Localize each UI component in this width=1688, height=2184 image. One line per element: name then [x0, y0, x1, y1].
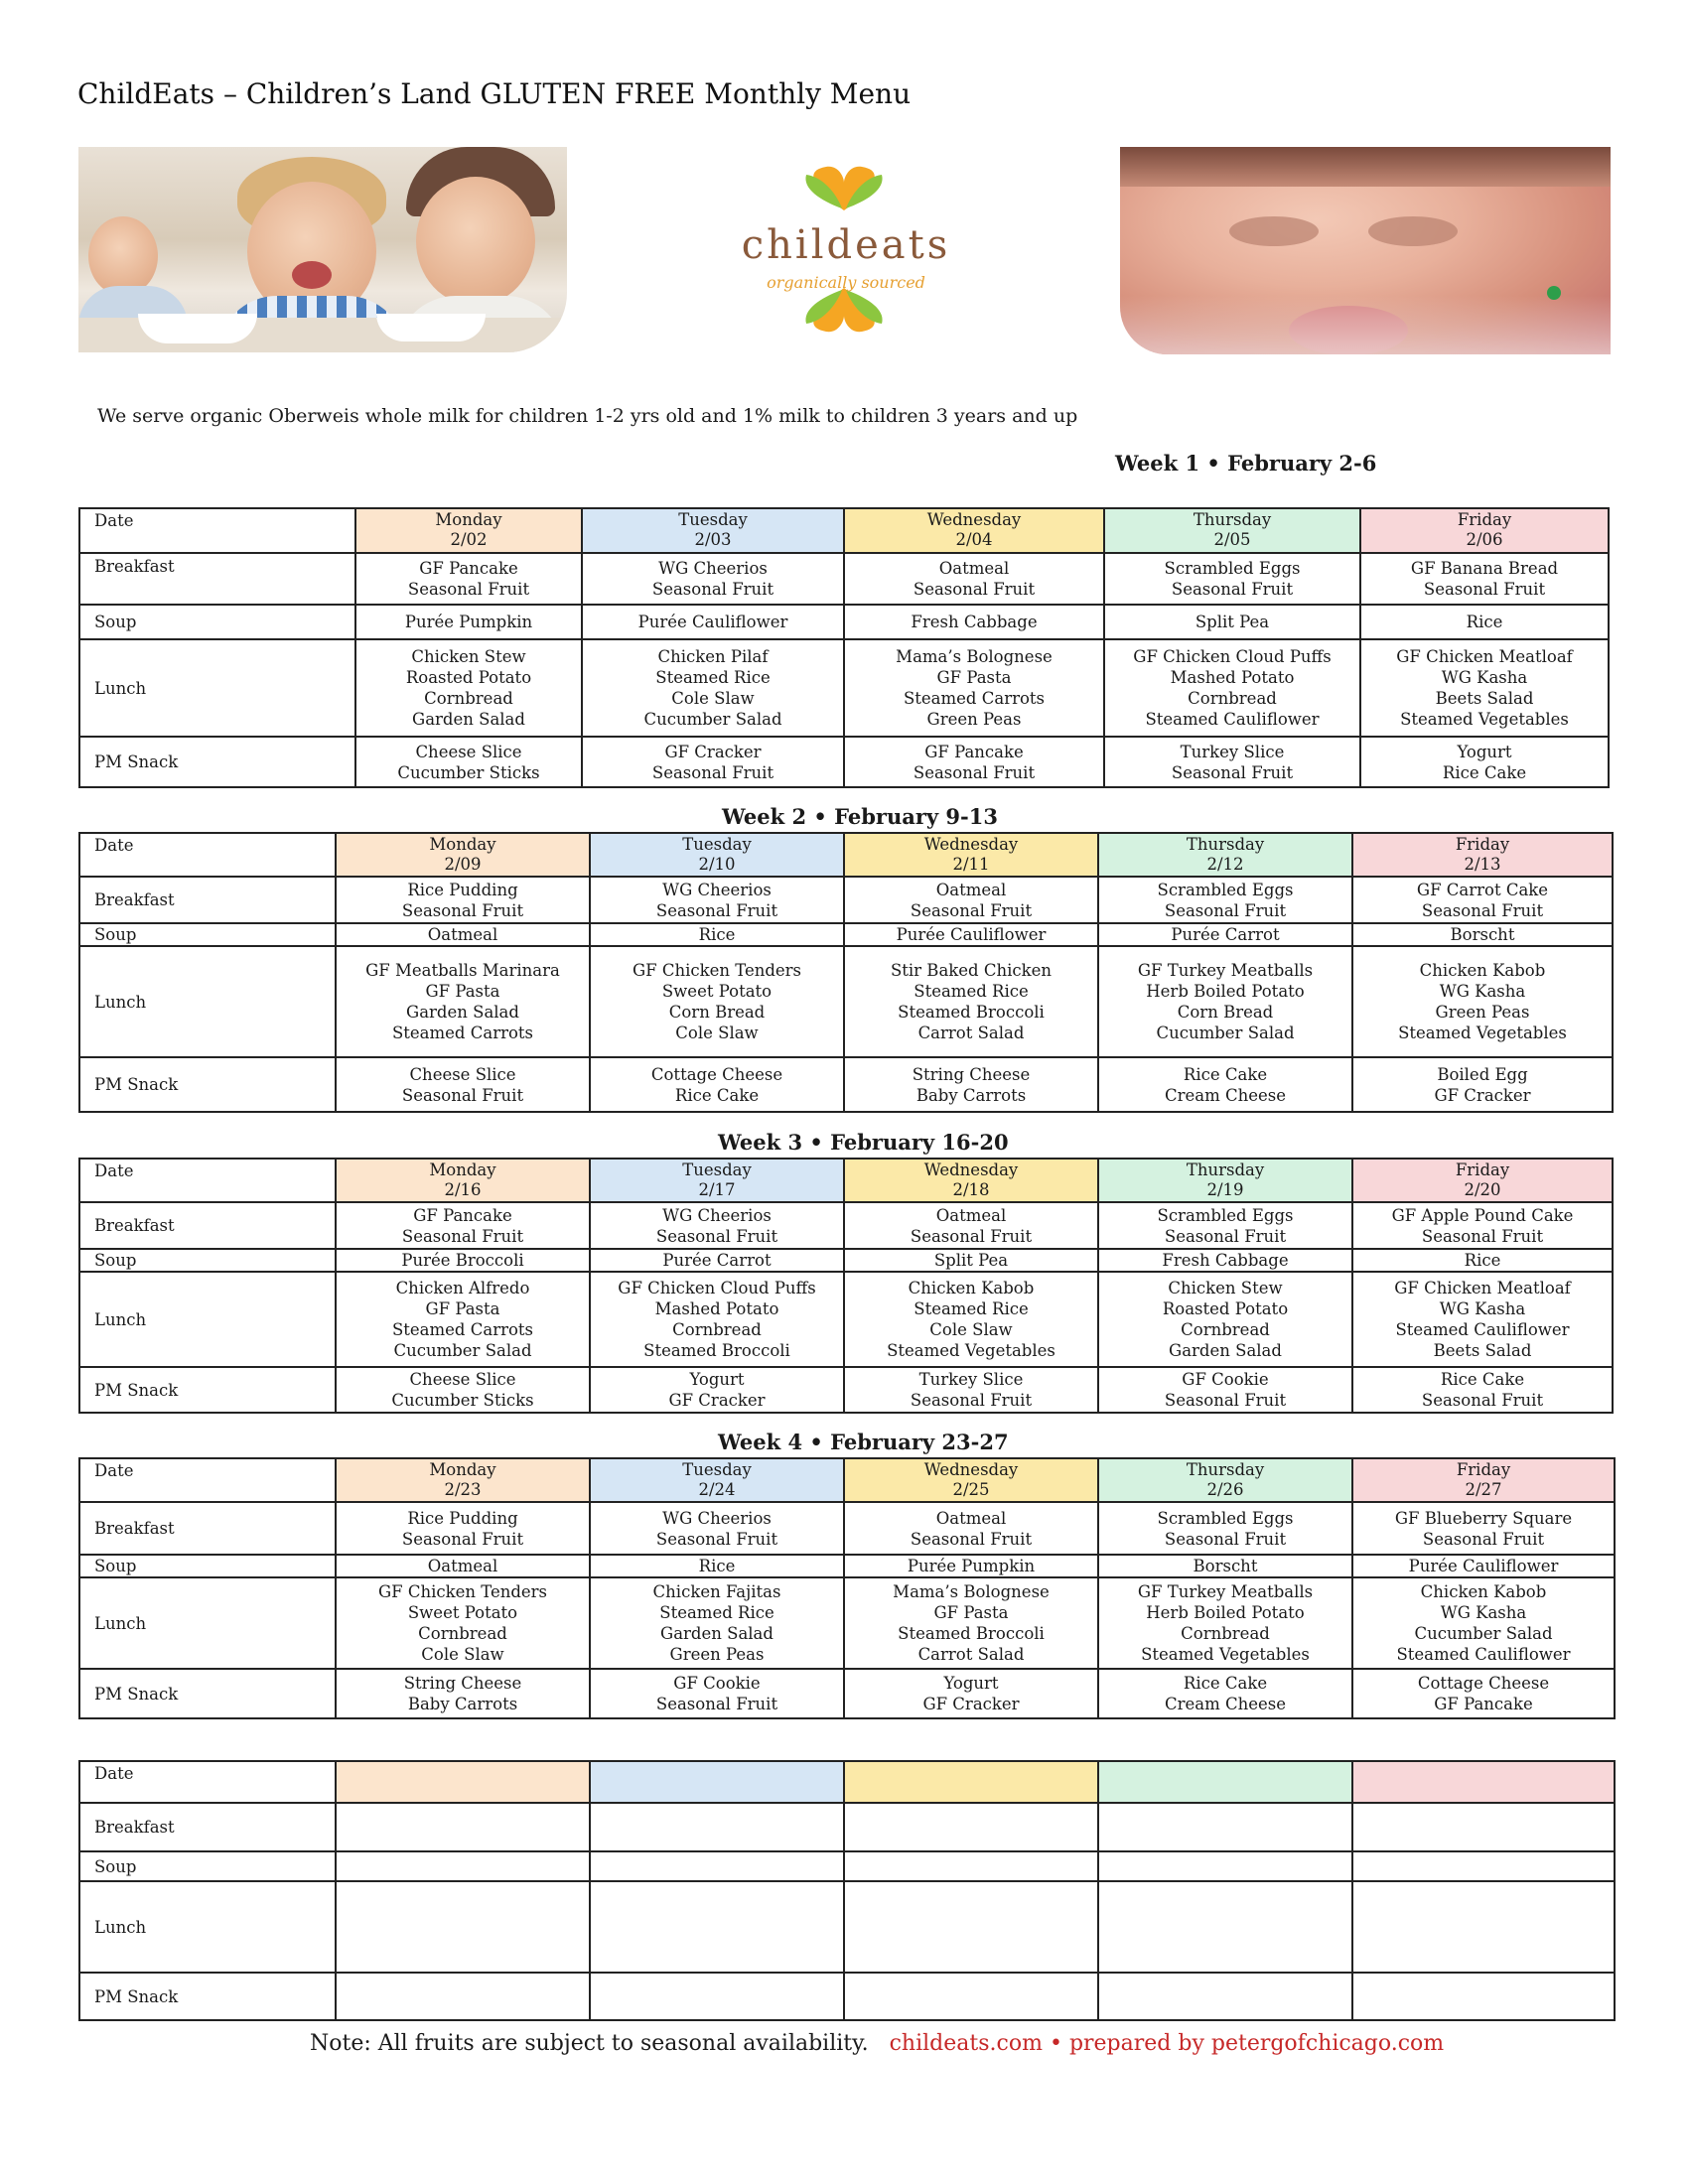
milk-policy-note: We serve organic Oberweis whole milk for children 1-2 yrs old and 1% milk to children 3 years and up — [97, 405, 1078, 427]
blank-cell — [590, 1761, 844, 1803]
menu-cell: Oatmeal — [336, 1555, 590, 1577]
breakfast-label: Breakfast — [79, 553, 355, 605]
menu-cell: Stir Baked Chicken Steamed Rice Steamed Broccoli Carrot Salad — [844, 946, 1098, 1057]
menu-cell: Split Pea — [1104, 605, 1360, 639]
tuesday-header: Tuesday 2/10 — [590, 833, 844, 877]
menu-cell: Scrambled Eggs Seasonal Fruit — [1104, 553, 1360, 605]
children-eating-photo — [78, 147, 567, 352]
blank-cell — [336, 1881, 590, 1973]
breakfast-row — [79, 1202, 1613, 1249]
soup-label: Soup — [79, 1555, 336, 1577]
blank-cell — [844, 1803, 1098, 1851]
date-row — [79, 1761, 1615, 1803]
menu-cell: Scrambled Eggs Seasonal Fruit — [1098, 1202, 1352, 1249]
blank-cell — [1098, 1881, 1352, 1973]
menu-cell: Cheese Slice Seasonal Fruit — [336, 1057, 590, 1112]
menu-cell: Rice — [590, 1555, 844, 1577]
week-3-heading: Week 3 • February 16-20 — [718, 1130, 1009, 1155]
snack-row — [79, 1367, 1613, 1413]
menu-cell: GF Turkey Meatballs Herb Boiled Potato Cornbread Steamed Vegetables — [1098, 1577, 1352, 1669]
breakfast-row — [79, 553, 1609, 605]
tuesday-header: Tuesday 2/03 — [582, 508, 844, 553]
menu-cell: Rice Cake Seasonal Fruit — [1352, 1367, 1613, 1413]
menu-cell: WG Cheerios Seasonal Fruit — [582, 553, 844, 605]
snack-row — [79, 1057, 1613, 1112]
tuesday-header: Tuesday 2/24 — [590, 1458, 844, 1502]
snack-row — [79, 737, 1609, 787]
menu-cell: Turkey Slice Seasonal Fruit — [844, 1367, 1098, 1413]
thursday-header: Thursday 2/05 — [1104, 508, 1360, 553]
date-row — [79, 1458, 1615, 1502]
menu-cell: GF Banana Bread Seasonal Fruit — [1360, 553, 1609, 605]
menu-cell: Rice — [1360, 605, 1609, 639]
menu-cell: GF Chicken Cloud Puffs Mashed Potato Cornbread Steamed Broccoli — [590, 1272, 844, 1367]
week-2-heading: Week 2 • February 9-13 — [722, 804, 998, 829]
snack-label: PM Snack — [79, 1057, 336, 1112]
menu-cell: Yogurt GF Cracker — [844, 1669, 1098, 1718]
logo-tagline: organically sourced — [767, 273, 925, 292]
soup-row — [79, 605, 1609, 639]
wednesday-header: Wednesday 2/11 — [844, 833, 1098, 877]
soup-row — [79, 1851, 1615, 1881]
blank-cell — [336, 1851, 590, 1881]
menu-cell: GF Chicken Meatloaf WG Kasha Steamed Cauliflower Beets Salad — [1352, 1272, 1613, 1367]
breakfast-row — [79, 1502, 1615, 1555]
blank-cell — [1352, 1973, 1615, 2020]
lunch-row — [79, 1272, 1613, 1367]
breakfast-label: Breakfast — [79, 1202, 336, 1249]
footer-note — [310, 2031, 1444, 2056]
week-2-menu-table — [78, 832, 1614, 1113]
blank-cell — [844, 1881, 1098, 1973]
date-row — [79, 508, 1609, 553]
blank-menu-table — [78, 1760, 1616, 2021]
menu-cell: Purée Cauliflower — [844, 923, 1098, 946]
childeats-logo — [695, 149, 993, 357]
breakfast-label: Breakfast — [79, 1803, 336, 1851]
blank-cell — [590, 1803, 844, 1851]
blank-cell — [1098, 1761, 1352, 1803]
week-3-menu-table — [78, 1158, 1614, 1414]
blank-cell — [590, 1851, 844, 1881]
menu-cell: Oatmeal Seasonal Fruit — [844, 1502, 1098, 1555]
menu-cell: Fresh Cabbage — [844, 605, 1104, 639]
soup-row — [79, 1249, 1613, 1272]
snack-row — [79, 1973, 1615, 2020]
menu-cell: Yogurt GF Cracker — [590, 1367, 844, 1413]
menu-cell: Scrambled Eggs Seasonal Fruit — [1098, 1502, 1352, 1555]
menu-cell: Scrambled Eggs Seasonal Fruit — [1098, 877, 1352, 923]
menu-cell: Chicken Stew Roasted Potato Cornbread Garden Salad — [355, 639, 582, 737]
lunch-label: Lunch — [79, 1272, 336, 1367]
date-row — [79, 833, 1613, 877]
soup-label: Soup — [79, 605, 355, 639]
lunch-row — [79, 1577, 1615, 1669]
date-label: Date — [79, 508, 355, 553]
week-4-heading: Week 4 • February 23-27 — [718, 1430, 1009, 1454]
week-1-menu-table — [78, 507, 1610, 788]
menu-cell: Boiled Egg GF Cracker — [1352, 1057, 1613, 1112]
lunch-row — [79, 1881, 1615, 1973]
menu-cell: Chicken Stew Roasted Potato Cornbread Garden Salad — [1098, 1272, 1352, 1367]
blank-cell — [336, 1803, 590, 1851]
blank-cell — [336, 1761, 590, 1803]
snack-row — [79, 1669, 1615, 1718]
thursday-header: Thursday 2/26 — [1098, 1458, 1352, 1502]
blank-cell — [1352, 1761, 1615, 1803]
menu-cell: Purée Cauliflower — [582, 605, 844, 639]
wednesday-header: Wednesday 2/04 — [844, 508, 1104, 553]
child-closeup-photo — [1120, 147, 1611, 354]
menu-cell: GF Meatballs Marinara GF Pasta Garden Salad Steamed Carrots — [336, 946, 590, 1057]
menu-cell: Fresh Cabbage — [1098, 1249, 1352, 1272]
snack-label: PM Snack — [79, 1669, 336, 1718]
menu-cell: Cottage Cheese GF Pancake — [1352, 1669, 1615, 1718]
menu-cell: Oatmeal Seasonal Fruit — [844, 1202, 1098, 1249]
date-label: Date — [79, 1159, 336, 1202]
blank-cell — [1098, 1803, 1352, 1851]
menu-cell: Yogurt Rice Cake — [1360, 737, 1609, 787]
menu-cell: WG Cheerios Seasonal Fruit — [590, 1502, 844, 1555]
blank-cell — [336, 1973, 590, 2020]
menu-cell: GF Apple Pound Cake Seasonal Fruit — [1352, 1202, 1613, 1249]
menu-cell: Purée Pumpkin — [355, 605, 582, 639]
soup-label: Soup — [79, 1249, 336, 1272]
menu-cell: GF Chicken Meatloaf WG Kasha Beets Salad Steamed Vegetables — [1360, 639, 1609, 737]
friday-header: Friday 2/27 — [1352, 1458, 1615, 1502]
menu-cell: Borscht — [1098, 1555, 1352, 1577]
date-label: Date — [79, 833, 336, 877]
lunch-label: Lunch — [79, 1881, 336, 1973]
menu-cell: Rice — [590, 923, 844, 946]
menu-cell: WG Cheerios Seasonal Fruit — [590, 877, 844, 923]
blank-cell — [1352, 1851, 1615, 1881]
menu-cell: Cottage Cheese Rice Cake — [590, 1057, 844, 1112]
menu-cell: Rice Pudding Seasonal Fruit — [336, 1502, 590, 1555]
snack-label: PM Snack — [79, 1367, 336, 1413]
monday-header: Monday 2/09 — [336, 833, 590, 877]
page-title: ChildEats – Children’s Land GLUTEN FREE Monthly Menu — [77, 77, 912, 110]
breakfast-label: Breakfast — [79, 1502, 336, 1555]
lunch-label: Lunch — [79, 946, 336, 1057]
menu-cell: Purée Carrot — [590, 1249, 844, 1272]
menu-cell: Rice Cake Cream Cheese — [1098, 1669, 1352, 1718]
menu-cell: Oatmeal Seasonal Fruit — [844, 553, 1104, 605]
menu-cell: String Cheese Baby Carrots — [336, 1669, 590, 1718]
monday-header: Monday 2/02 — [355, 508, 582, 553]
wednesday-header: Wednesday 2/18 — [844, 1159, 1098, 1202]
monday-header: Monday 2/23 — [336, 1458, 590, 1502]
lunch-row — [79, 946, 1613, 1057]
menu-cell: Oatmeal Seasonal Fruit — [844, 877, 1098, 923]
menu-cell: GF Cookie Seasonal Fruit — [1098, 1367, 1352, 1413]
prepared-by-link[interactable]: prepared by petergofchicago.com — [1068, 2031, 1445, 2056]
menu-cell: Chicken Fajitas Steamed Rice Garden Salad Green Peas — [590, 1577, 844, 1669]
menu-cell: Cheese Slice Cucumber Sticks — [355, 737, 582, 787]
menu-cell: GF Cookie Seasonal Fruit — [590, 1669, 844, 1718]
menu-cell: GF Pancake Seasonal Fruit — [844, 737, 1104, 787]
menu-cell: Purée Cauliflower — [1352, 1555, 1615, 1577]
menu-cell: Oatmeal — [336, 923, 590, 946]
week-4-menu-table — [78, 1457, 1616, 1719]
blank-cell — [1352, 1881, 1615, 1973]
menu-cell: Chicken Kabob WG Kasha Green Peas Steamed Vegetables — [1352, 946, 1613, 1057]
blank-cell — [1352, 1803, 1615, 1851]
tuesday-header: Tuesday 2/17 — [590, 1159, 844, 1202]
menu-cell: GF Turkey Meatballs Herb Boiled Potato Corn Bread Cucumber Salad — [1098, 946, 1352, 1057]
snack-label: PM Snack — [79, 737, 355, 787]
menu-cell: Chicken Alfredo GF Pasta Steamed Carrots Cucumber Salad — [336, 1272, 590, 1367]
soup-row — [79, 923, 1613, 946]
lunch-label: Lunch — [79, 1577, 336, 1669]
menu-cell: Chicken Kabob WG Kasha Cucumber Salad Steamed Cauliflower — [1352, 1577, 1615, 1669]
menu-cell: Chicken Pilaf Steamed Rice Cole Slaw Cucumber Salad — [582, 639, 844, 737]
date-label: Date — [79, 1761, 336, 1803]
menu-cell: GF Cracker Seasonal Fruit — [582, 737, 844, 787]
menu-cell: Purée Pumpkin — [844, 1555, 1098, 1577]
week-1-heading: Week 1 • February 2-6 — [1115, 451, 1377, 476]
blank-cell — [590, 1881, 844, 1973]
lunch-row — [79, 639, 1609, 737]
menu-cell: Borscht — [1352, 923, 1613, 946]
menu-cell: Turkey Slice Seasonal Fruit — [1104, 737, 1360, 787]
menu-cell: String Cheese Baby Carrots — [844, 1057, 1098, 1112]
date-row — [79, 1159, 1613, 1202]
menu-cell: GF Carrot Cake Seasonal Fruit — [1352, 877, 1613, 923]
date-label: Date — [79, 1458, 336, 1502]
blank-cell — [844, 1851, 1098, 1881]
snack-label: PM Snack — [79, 1973, 336, 2020]
soup-label: Soup — [79, 1851, 336, 1881]
lunch-label: Lunch — [79, 639, 355, 737]
logo-wordmark: childeats — [741, 222, 951, 268]
monday-header: Monday 2/16 — [336, 1159, 590, 1202]
wednesday-header: Wednesday 2/25 — [844, 1458, 1098, 1502]
blank-cell — [1098, 1851, 1352, 1881]
menu-cell: Mama’s Bolognese GF Pasta Steamed Broccoli Carrot Salad — [844, 1577, 1098, 1669]
childeats-link[interactable]: childeats.com — [889, 2031, 1043, 2056]
blank-cell — [590, 1973, 844, 2020]
soup-label: Soup — [79, 923, 336, 946]
friday-header: Friday 2/13 — [1352, 833, 1613, 877]
menu-cell: GF Blueberry Square Seasonal Fruit — [1352, 1502, 1615, 1555]
menu-cell: WG Cheerios Seasonal Fruit — [590, 1202, 844, 1249]
breakfast-row — [79, 877, 1613, 923]
thursday-header: Thursday 2/19 — [1098, 1159, 1352, 1202]
menu-cell: Split Pea — [844, 1249, 1098, 1272]
menu-cell: GF Pancake Seasonal Fruit — [336, 1202, 590, 1249]
menu-cell: GF Chicken Tenders Sweet Potato Cornbread Cole Slaw — [336, 1577, 590, 1669]
friday-header: Friday 2/20 — [1352, 1159, 1613, 1202]
blank-cell — [844, 1761, 1098, 1803]
menu-cell: Purée Broccoli — [336, 1249, 590, 1272]
menu-cell: Rice — [1352, 1249, 1613, 1272]
soup-row — [79, 1555, 1615, 1577]
fruit-availability-note: Note: All fruits are subject to seasonal availability. — [310, 2031, 869, 2056]
thursday-header: Thursday 2/12 — [1098, 833, 1352, 877]
menu-cell: Rice Pudding Seasonal Fruit — [336, 877, 590, 923]
menu-cell: Cheese Slice Cucumber Sticks — [336, 1367, 590, 1413]
friday-header: Friday 2/06 — [1360, 508, 1609, 553]
menu-cell: Rice Cake Cream Cheese — [1098, 1057, 1352, 1112]
menu-cell: GF Chicken Cloud Puffs Mashed Potato Cornbread Steamed Cauliflower — [1104, 639, 1360, 737]
footer-separator: • — [1049, 2031, 1062, 2056]
blank-cell — [1098, 1973, 1352, 2020]
menu-cell: GF Pancake Seasonal Fruit — [355, 553, 582, 605]
menu-cell: GF Chicken Tenders Sweet Potato Corn Bread Cole Slaw — [590, 946, 844, 1057]
breakfast-label: Breakfast — [79, 877, 336, 923]
menu-cell: Chicken Kabob Steamed Rice Cole Slaw Steamed Vegetables — [844, 1272, 1098, 1367]
blank-cell — [844, 1973, 1098, 2020]
breakfast-row — [79, 1803, 1615, 1851]
menu-cell: Mama’s Bolognese GF Pasta Steamed Carrots Green Peas — [844, 639, 1104, 737]
menu-cell: Purée Carrot — [1098, 923, 1352, 946]
